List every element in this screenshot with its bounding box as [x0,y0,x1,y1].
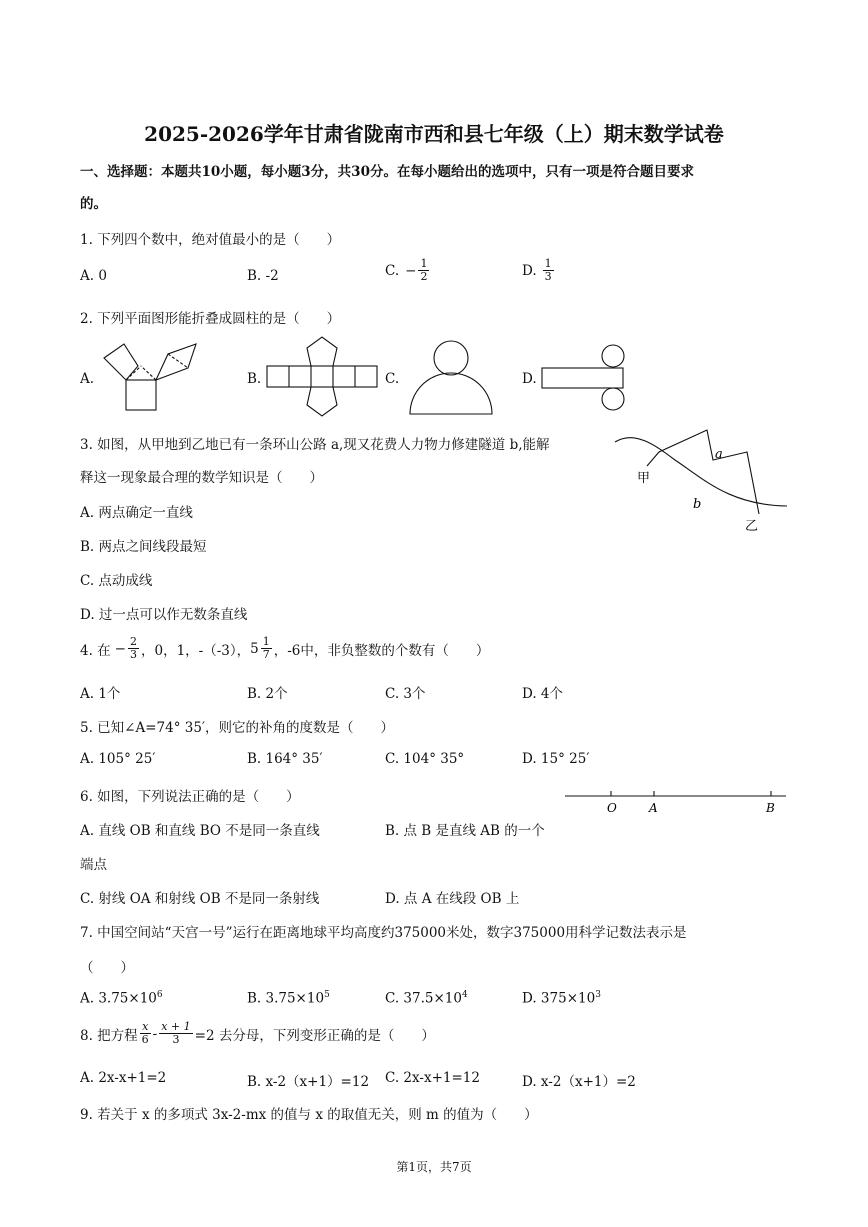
q7-option-b [247,990,330,1007]
fraction-denominator: 3 [172,1033,180,1046]
section-heading-line1: 一、选择题：本题共10小题，每小题3分，共30分。在每小题给出的选项中，只有一项是符合题目要求 [80,164,694,180]
q7-option-c-base: C. 37.5×10 [385,990,462,1007]
q4-option-c: C. 3个 [385,686,426,702]
q1-stem: 1. 下列四个数中，绝对值最小的是（ ） [80,232,341,248]
q3-option-c: C. 点动成线 [80,573,153,589]
q8-option-d: D. x-2（x+1）=2 [522,1074,636,1090]
fraction-denominator: 3 [544,270,552,283]
q6-option-b: B. 点 B 是直线 AB 的一个 [385,823,545,839]
fraction-numerator: 1 [544,257,552,270]
q8-option-c: C. 2x-x+1=12 [385,1070,480,1086]
q5-option-a: A. 105° 25′ [80,751,156,767]
q2-figure-b [265,335,383,419]
q1-option-c-fraction [418,258,429,283]
q3-figure-label-jia: 甲 [637,471,651,486]
q1-option-a: A. 0 [80,268,107,284]
q4-option-d: D. 4个 [522,686,564,702]
q4-mixed-number [250,636,274,661]
q4-stem-prefix: 4. 在 [80,642,111,659]
fraction-numerator: 2 [129,635,137,648]
q4-stem-suffix: ，-6中，非负整数的个数有（ ） [273,642,490,659]
fraction-denominator: 3 [129,648,137,661]
q7-option-b-base: B. 3.75×10 [247,990,325,1007]
q1-option-c [385,258,431,283]
page-title: 2025-2026学年甘肃省陇南市西和县七年级（上）期末数学试卷 [144,122,724,146]
q6-stem: 6. 如图，下列说法正确的是（ ） [80,789,300,805]
q7-stem-line1: 7. 中国空间站“天宫一号”运行在距离地球平均高度约375000米处，数字375000用科学记数法表示是 [80,925,687,941]
q2-figure-a [98,340,198,412]
q4-stem-mid: ，0，1，-（-3）， [140,642,251,659]
q6-figure-label-a: A [649,801,658,815]
q2-figure-d [540,345,626,411]
q2-stem: 2. 下列平面图形能折叠成圆柱的是（ ） [80,311,341,327]
q4-option-a: A. 1个 [80,686,121,702]
q2-option-d-label: D. [522,371,537,387]
q3-figure-label-yi: 乙 [745,519,759,534]
q3-figure-label-b: b [693,497,702,512]
fraction-numerator: 1 [420,257,428,270]
q1-option-d [522,258,556,283]
q1-option-b: B. -2 [247,268,279,284]
q7-option-a-base: A. 3.75×10 [80,990,157,1007]
fraction-numerator: x [140,1021,151,1034]
q4-fraction-1 [128,636,139,661]
q7-option-d-base: D. 375×10 [522,990,596,1007]
q1-option-d-fraction [543,258,554,283]
q7-option-b-exponent: 5 [324,990,330,1000]
q3-figure [615,430,790,535]
q8-fraction-2 [159,1021,192,1046]
q8-stem [80,1021,435,1046]
q4-fraction-2 [261,636,272,661]
q6-figure-line [565,786,787,816]
q6-figure-label-o: O [607,801,617,815]
q7-stem-line2: （ ） [80,960,134,976]
q3-stem-line1: 3. 如图，从甲地到乙地已有一条环山公路 a,现又花费人力物力修建隧道 b,能解 [80,437,550,453]
q3-option-d: D. 过一点可以作无数条直线 [80,607,248,623]
q5-option-c: C. 104° 35° [385,751,465,767]
q4-stem-sign: − [114,640,126,657]
q8-stem-prefix: 8. 把方程 [80,1027,138,1044]
mixed-whole: 5 [250,640,259,657]
q6-figure-label-b: B [766,801,775,815]
fraction-denominator: 2 [420,270,428,283]
q3-stem-line2: 释这一现象最合理的数学知识是（ ） [80,470,323,486]
q5-option-b: B. 164° 35′ [247,751,323,767]
q1-option-c-label: C. [385,262,400,279]
q1-option-d-label: D. [522,262,537,279]
fraction-numerator: 1 [262,635,270,648]
q1-option-c-sign: − [405,262,417,279]
q6-option-a: A. 直线 OB 和直线 BO 不是同一条直线 [80,823,320,839]
q8-stem-suffix: =2 去分母，下列变形正确的是（ ） [194,1027,435,1044]
q8-option-b: B. x-2（x+1）=12 [247,1074,370,1090]
q2-option-a-label: A. [80,371,95,387]
q3-option-b: B. 两点之间线段最短 [80,539,207,555]
fraction-denominator: 7 [262,648,270,661]
q6-option-b-continued: 端点 [80,857,107,873]
q2-option-b-label: B. [247,371,262,387]
q5-stem: 5. 已知∠A=74° 35′，则它的补角的度数是（ ） [80,720,395,736]
q7-option-a [80,990,163,1007]
q2-figure-c [408,340,494,416]
q7-option-c-exponent: 4 [461,990,468,1000]
q7-option-a-exponent: 6 [156,990,163,1000]
q7-option-d [522,990,601,1007]
q2-option-c-label: C. [385,371,400,387]
fraction-numerator: x + 1 [161,1020,191,1033]
q3-figure-label-a: a [715,447,723,462]
q4-option-b: B. 2个 [247,686,288,702]
q7-option-d-exponent: 3 [595,990,601,1000]
fraction-denominator: 6 [141,1033,149,1046]
q6-option-c: C. 射线 OA 和射线 OB 不是同一条射线 [80,891,320,907]
q5-option-d: D. 15° 25′ [522,751,590,767]
page-footer: 第1页，共7页 [396,1160,472,1174]
q9-stem: 9. 若关于 x 的多项式 3x-2-mx 的值与 x 的取值无关，则 m 的值为（ ） [80,1107,538,1123]
q7-option-c [385,990,468,1007]
section-heading-line2: 的。 [80,196,107,212]
q3-option-a: A. 两点确定一直线 [80,505,193,521]
q8-minus: - [152,1025,158,1042]
q8-fraction-1 [140,1021,151,1046]
q4-stem [80,636,489,661]
q8-option-a: A. 2x-x+1=2 [80,1070,167,1086]
q6-option-d: D. 点 A 在线段 OB 上 [385,891,520,907]
